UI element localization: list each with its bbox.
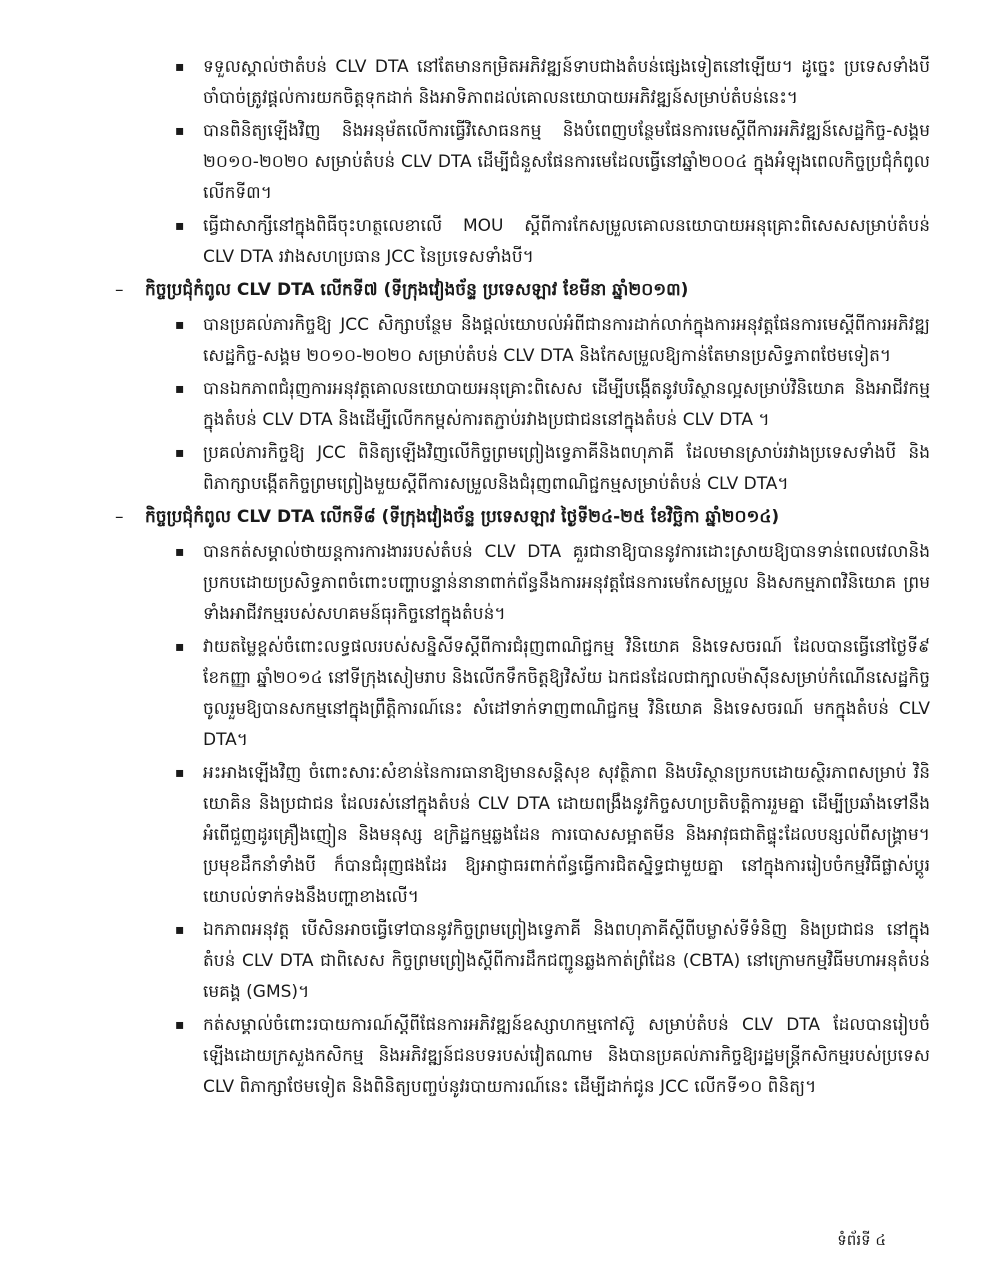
list-item-text: បានកត់សម្គាល់ថាយន្តការការងាររបស់តំបន់ CLV DTA គួរជានាឱ្យបាននូវការដោះស្រាយឱ្យបានទាន់ពេលវេលានិងប្រកបដោយប្រសិទ្ធភាពចំពោះបញ្ហាបន្ទាន់នានាពាក់ព័ន្ធនឹងការអនុវត្តផែនការមេកែសម្រួល និងសកម្មភាពវិនិយោគ ព្រមទាំងអាជីវកម្មរបស់សហគមន៍ធុរកិច្ចនៅក្នុងតំបន់។ xyxy=(203,542,930,624)
list-item xyxy=(115,52,930,114)
list-item-text: វាយតម្លៃខ្ពស់ចំពោះលទ្ធផលរបស់សន្និសីទស្តីពីការជំរុញពាណិជ្ជកម្ម វិនិយោគ និងទេសចរណ៍ ដែលបានធ្វើនៅថ្ងៃទី៩ ខែកញ្ញា ឆ្នាំ២០១៤ នៅទីក្រុងសៀមរាប និងលើកទឹកចិត្តឱ្យវិស័យ ឯកជនដែលជាក្បាលម៉ាស៊ីនសម្រាប់កំណើនសេដ្ឋកិច្ច ចូលរួមឱ្យបានសកម្មនៅក្នុងព្រឹត្តិការណ៍នេះ សំដៅទាក់ទាញពាណិជ្ជកម្ម វិនិយោគ និងទេសចរណ៍ មកក្នុងតំបន់ CLV DTA។ xyxy=(203,637,930,750)
bullet-marker: ▪ xyxy=(175,218,185,234)
list-item xyxy=(115,116,930,209)
list-item xyxy=(115,1010,930,1103)
list-item-text: បានពិនិត្យឡើងវិញ និងអនុម័តលើការធ្វើវិសោធនកម្ម និងបំពេញបន្ថែមផែនការមេស្តីពីការអភិវឌ្ឍន៍សេដ្ឋកិច្ច-សង្គម ២០១០-២០២០ សម្រាប់តំបន់ CLV DTA ដើម្បីជំនួសផែនការមេដែលធ្វើនៅឆ្នាំ២០០៤ ក្នុងអំឡុងពេលកិច្ចប្រជុំកំពូលលើកទី៣។ xyxy=(203,121,930,203)
bullet-marker: ▪ xyxy=(175,445,185,461)
list-item xyxy=(115,632,930,756)
list-item xyxy=(115,211,930,273)
list-item xyxy=(115,310,930,372)
section-heading-summit-7 xyxy=(115,275,930,306)
document-body xyxy=(115,52,930,1105)
list-item xyxy=(115,758,930,913)
list-item-text: ធ្វើជាសាក្សីនៅក្នុងពិធីចុះហត្ថលេខាលើ MOU ស្តីពីការកែសម្រួលគោលនយោបាយអនុគ្រោះពិសេសសម្រាប់តំបន់ CLV DTA រវាងសហប្រធាន JCC នៃប្រទេសទាំងបី។ xyxy=(203,216,930,267)
bullet-marker: ▪ xyxy=(175,123,185,139)
bullet-marker: ▪ xyxy=(175,381,185,397)
section-heading-text: កិច្ចប្រជុំកំពូល CLV DTA លើកទី៧ (ទីក្រុងវៀងច័ន្ទ ប្រទេសឡាវ ខែមីនា ឆ្នាំ២០១៣) xyxy=(145,280,689,300)
list-item-text: បានឯកភាពជំរុញការអនុវត្តគោលនយោបាយអនុគ្រោះពិសេស ដើម្បីបង្កើតនូវបរិស្ថានល្អសម្រាប់វិនិយោគ និងអាជីវកម្ម ក្នុងតំបន់ CLV DTA និងដើម្បីលើកកម្ពស់ការតភ្ជាប់រវាងប្រជាជននៅក្នុងតំបន់ CLV DTA ។ xyxy=(203,379,930,430)
list-item xyxy=(115,438,930,500)
list-item-text: ឯកភាពអនុវត្ត បើសិនអាចធ្វើទៅបាននូវកិច្ចព្រមព្រៀងទ្វេភាគី និងពហុភាគីស្តីពីបម្លាស់ទីទំនិញ និងប្រជាជន នៅក្នុងតំបន់ CLV DTA ជាពិសេស កិច្ចព្រមព្រៀងស្តីពីការដឹកជញ្ជូនឆ្លងកាត់ព្រំដែន (CBTA) នៅក្រោមកម្មវិធីមហាអនុតំបន់មេគង្គ (GMS)។ xyxy=(203,920,930,1002)
section-heading-text: កិច្ចប្រជុំកំពូល CLV DTA លើកទី៨ (ទីក្រុងវៀងច័ន្ទ ប្រទេសឡាវ ថ្ងៃទី២៤-២៥ ខែវិច្ឆិកា ឆ្នាំ២០១៤) xyxy=(145,507,780,527)
list-item xyxy=(115,915,930,1008)
list-item-text: បានប្រគល់ភារកិច្ចឱ្យ JCC សិក្សាបន្ថែម និងផ្តល់យោបល់អំពីជានការដាក់លាក់ក្នុងការអនុវត្តផែនការមេស្តីពីការអភិវឌ្ឍសេដ្ឋកិច្ច-សង្គម ២០១០-២០២០ សម្រាប់តំបន់ CLV DTA និងកែសម្រួលឱ្យកាន់តែមានប្រសិទ្ធភាពថែមទៀត។ xyxy=(203,315,930,366)
bullet-marker: ▪ xyxy=(175,639,185,655)
list-item xyxy=(115,374,930,436)
dash-marker: – xyxy=(115,507,124,527)
bullet-marker: ▪ xyxy=(175,544,185,560)
list-item-text: ប្រគល់ភារកិច្ចឱ្យ JCC ពិនិត្យឡើងវិញលើកិច្ចព្រមព្រៀងទ្វេភាគីនិងពហុភាគី ដែលមានស្រាប់រវាងប្រទេសទាំងបី និងពិភាក្សាបង្កើតកិច្ចព្រមព្រៀងមួយស្តីពីការសម្រួលនិងជំរុញពាណិជ្ជកម្មសម្រាប់តំបន់ CLV DTA។ xyxy=(203,443,930,494)
section-heading-summit-8 xyxy=(115,502,930,533)
dash-marker: – xyxy=(115,280,124,300)
bullet-marker: ▪ xyxy=(175,317,185,333)
bullet-marker: ▪ xyxy=(175,1017,185,1033)
page-number: ទំព័រទី ៤ xyxy=(837,1231,886,1249)
bullet-marker: ▪ xyxy=(175,922,185,938)
bullet-marker: ▪ xyxy=(175,59,185,75)
list-item-text: ទទួលស្គាល់ថាតំបន់ CLV DTA នៅតែមានកម្រិតអភិវឌ្ឍន៍ទាបជាងតំបន់ផ្សេងទៀតនៅឡើយ។ ដូច្នេះ ប្រទេសទាំងបី ចាំបាច់ត្រូវផ្តល់ការយកចិត្តទុកដាក់ និងអាទិភាពដល់គោលនយោបាយអភិវឌ្ឍន៍សម្រាប់តំបន់នេះ។ xyxy=(203,57,930,108)
list-item-text: អះអាងឡើងវិញ ចំពោះសារៈសំខាន់នៃការធានាឱ្យមានសន្តិសុខ សុវត្ថិភាព និងបរិស្ថានប្រកបដោយស្ថិរភាពសម្រាប់ វិនិយោគិន និងប្រជាជន ដែលរស់នៅក្នុងតំបន់ CLV DTA ដោយពង្រឹងនូវកិច្ចសហប្រតិបត្តិការរួមគ្នា ដើម្បីប្រឆាំងទៅនឹងអំពើជួញដូរគ្រឿងញៀន និងមនុស្ស ឧក្រិដ្ឋកម្មឆ្លងដែន ការបោសសម្អាតមីន និងអាវុធជាតិផ្ទុះដែលបន្សល់ពីសង្គ្រាម។ ប្រមុខដឹកនាំទាំងបី ក៏បានជំរុញផងដែរ ឱ្យអាជ្ញាធរពាក់ព័ន្ធធ្វើការជិតស្និទ្ធជាមួយគ្នា នៅក្នុងការរៀបចំកម្មវិធីផ្លាស់ប្តូរយោបល់ទាក់ទងនឹងបញ្ហាខាងលើ។ xyxy=(203,763,930,907)
list-item xyxy=(115,537,930,630)
bullet-marker: ▪ xyxy=(175,765,185,781)
list-item-text: កត់សម្គាល់ចំពោះរបាយការណ៍ស្តីពីផែនការអភិវឌ្ឍន៍ឧស្សាហកម្មកៅស៊ូ សម្រាប់តំបន់ CLV DTA ដែលបានរៀបចំឡើងដោយក្រសួងកសិកម្ម និងអភិវឌ្ឍន៍ជនបទរបស់វៀតណាម និងបានប្រគល់ភារកិច្ចឱ្យរដ្ឋមន្ត្រីកសិកម្មរបស់ប្រទេស CLV ពិភាក្សាថែមទៀត និងពិនិត្យបញ្ចប់នូវរបាយការណ៍នេះ ដើម្បីដាក់ជូន JCC លើកទី១០ ពិនិត្យ។ xyxy=(203,1015,930,1097)
